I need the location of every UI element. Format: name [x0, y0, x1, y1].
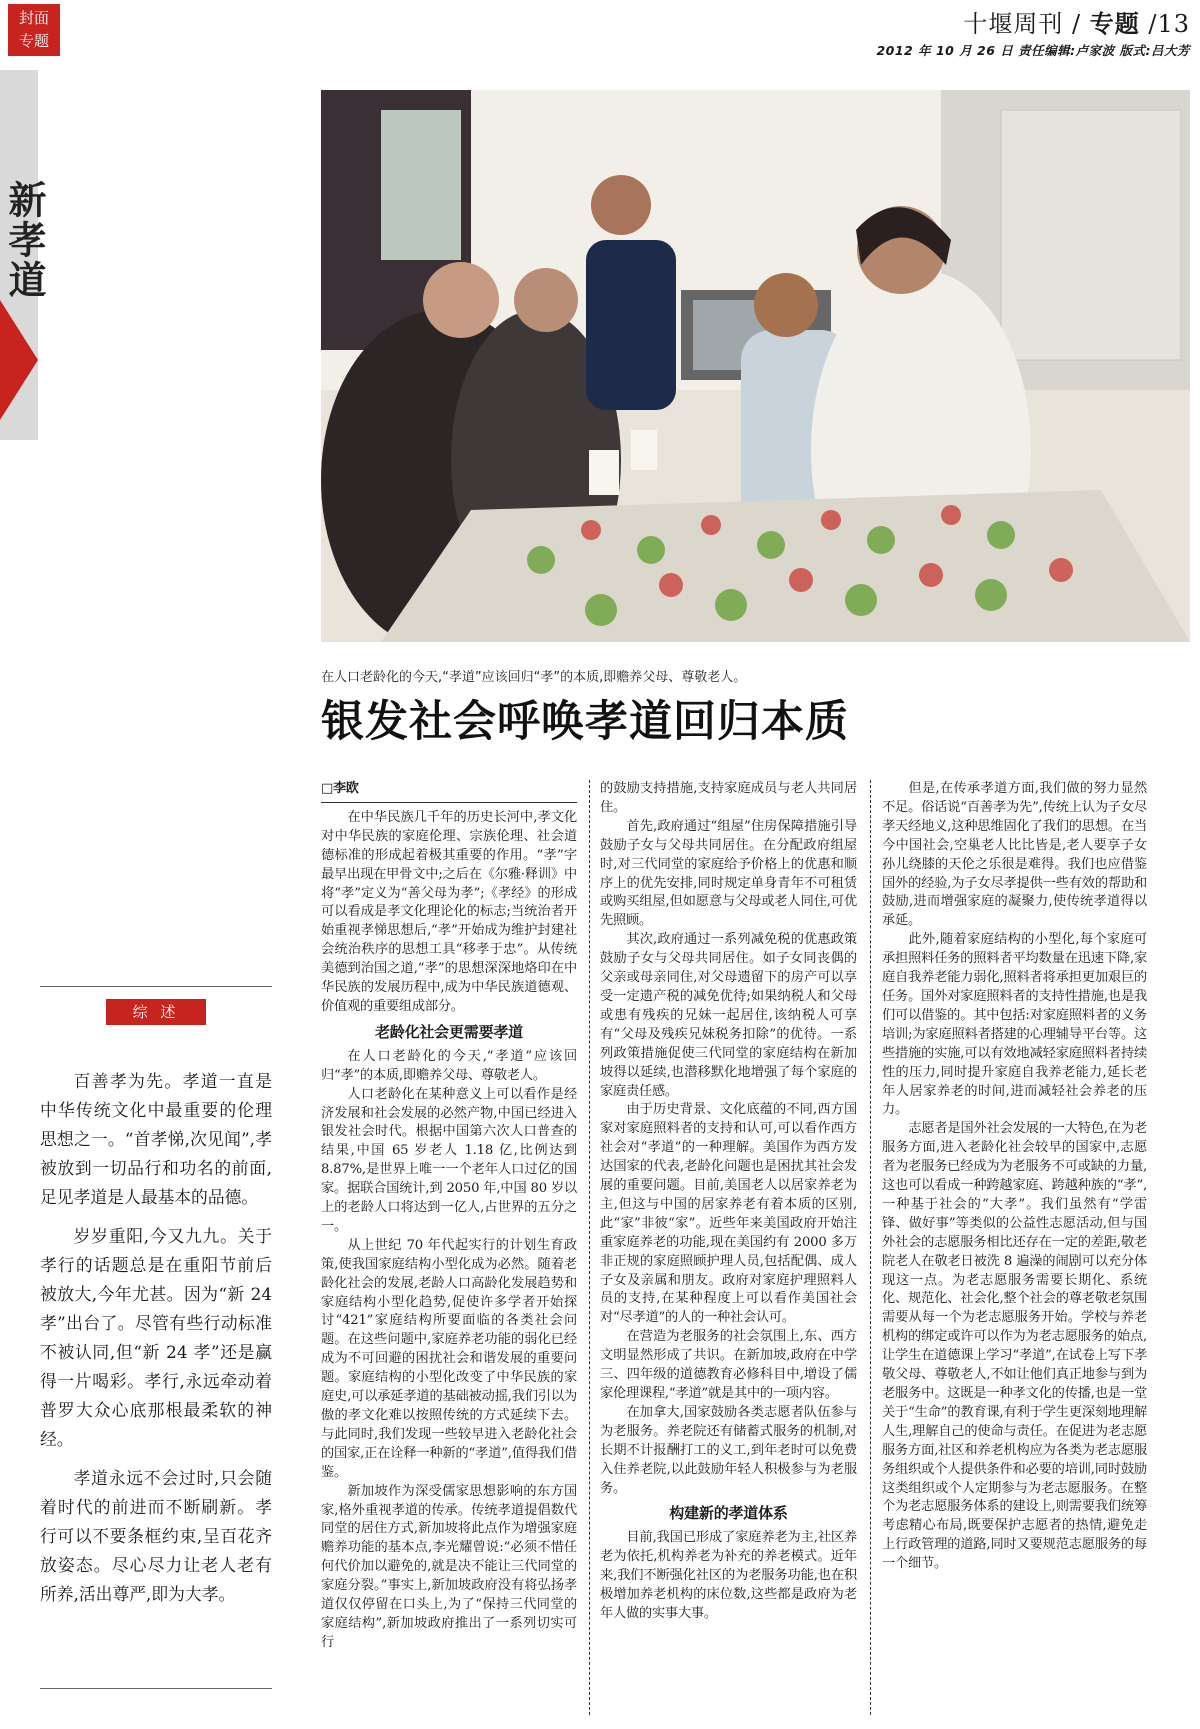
column-divider	[870, 780, 871, 1715]
masthead-title	[876, 4, 1190, 39]
article-paragraph: 但是,在传承孝道方面,我们做的努力显然不足。俗话说“百善孝为先”,传统上认为子女尽孝天经地义,这种思维固化了我们的思想。在当今中国社会,空巢老人比比皆是,老人要享子女孙儿绕膝的天伦之乐很是难得。我们也应借鉴国外的经验,为子女尽孝提供一些有效的帮助和鼓励,进而增强家庭的凝聚力,使传统孝道得以承延。	[882, 781, 1147, 929]
section-badge	[8, 4, 60, 56]
badge-line-1: 封面	[18, 9, 49, 27]
sidebar-tag: 综 述	[106, 999, 206, 1025]
sidebar-bottom-rule	[40, 1688, 272, 1689]
sidebar-paragraph: 岁岁重阳,今又九九。关于孝行的话题总是在重阳节前后被放大,今年尤甚。因为“新 24 孝”出台了。尽管有些行动标准不被认同,但“新 24 孝”还是赢得一片喝彩。孝行,永远牵动着普罗大众心底那根最柔软的神经。	[40, 1226, 272, 1449]
side-decoration-red-triangle	[0, 300, 38, 420]
subheading: 构建新的孝道体系	[669, 1504, 788, 1523]
badge-line-2: 专题	[18, 32, 49, 50]
article-paragraph: 由于历史背景、文化底蕴的不同,西方国家对家庭照料者的支持和认可,可以看作西方社会对“孝道”的一种理解。美国作为西方发达国家的代表,老龄化问题也是困扰其社会发展的重要问题。目前,美国老人以居家养老为主,但这与中国的居家养老有着本质的区别,此“家”非彼“家”。近些年来美国政府开始注重家庭养老的功能,现在美国约有 2000 多万非正规的家庭照顾护理人员,包括配偶、成人子女及亲属和朋友。政府对家庭护理照料人员的支持,在某种程度上可以看作美国社会对“尽孝道”的人的一种社会认可。	[600, 1102, 857, 1326]
separator: /	[1139, 10, 1158, 38]
article-paragraph: 在人口老龄化的今天,“孝道”应该回归“孝”的本质,即赡养父母、尊敬老人。	[321, 1048, 577, 1083]
article-photo	[321, 90, 1190, 642]
article-column-1	[321, 780, 577, 1653]
column-divider	[589, 780, 590, 1715]
sidebar-paragraph: 孝道永远不会过时,只会随着时代的前进而不断刷新。孝行可以不要条框约束,呈百花齐放姿态。尽心尽力让老人老有所养,活出尊严,即为大孝。	[40, 1468, 272, 1604]
masthead	[876, 4, 1190, 59]
article-paragraph: 在加拿大,国家鼓励各类志愿者队伍参与为老服务。养老院还有储蓄式服务的机制,对长期不计报酬打工的义工,到年老时可以免费入住养老院,以此鼓励年轻人积极参与为老服务。	[600, 1404, 857, 1496]
separator: /	[1063, 10, 1090, 38]
article-paragraph: 的鼓励支持措施,支持家庭成员与老人共同居住。	[600, 781, 857, 815]
sidebar-paragraph: 百善孝为先。孝道一直是中华传统文化中最重要的伦理思想之一。“首孝悌,次见闻”,孝被放到一切品行和功名的前面,足见孝道是人最基本的品德。	[40, 1071, 272, 1207]
page-number: 13	[1157, 10, 1190, 38]
paper-name: 十堰周刊	[963, 10, 1064, 38]
summary-sidebar	[40, 986, 272, 1619]
headline: 银发社会呼唤孝道回归本质	[321, 697, 849, 747]
column-title: 新孝道	[2, 180, 47, 300]
article-paragraph: 在营造为老服务的社会氛围上,东、西方文明显然形成了共识。在新加坡,政府在中学三、四年级的道德教育必修科目中,增设了儒家伦理课程,“孝道”就是其中的一项内容。	[600, 1329, 857, 1401]
article-column-2	[600, 780, 857, 1624]
article-paragraph: 人口老龄化在某种意义上可以看作是经济发展和社会发展的必然产物,中国已经进入银发社会时代。根据中国第六次人口普查的结果,中国 65 岁老人 1.18 亿,比例达到 8.87%,是世界上唯一一个老年人口过亿的国家。据联合国统计,到 2050 年,中国 80 岁以上的老龄人口将达到一亿人,占世界的五分之一。	[321, 1086, 577, 1234]
article-paragraph: 新加坡作为深受儒家思想影响的东方国家,格外重视孝道的传承。传统孝道提倡数代同堂的居住方式,新加坡将此点作为增强家庭赡养功能的基本点,李光耀曾说:“必须不惜任何代价加以避免的,就是决不能让三代同堂的家庭分裂。”事实上,新加坡政府没有将弘扬孝道仅仅停留在口头上,为了“保持三代同堂的家庭结构”,新加坡政府推出了一系列切实可行	[321, 1483, 577, 1650]
article-column-3	[882, 780, 1147, 1574]
photo-caption: 在人口老龄化的今天,“孝道”应该回归“孝”的本质,即赡养父母、尊敬老人。	[321, 670, 747, 685]
article-paragraph: 此外,随着家庭结构的小型化,每个家庭可承担照料任务的照料者平均数量在迅速下降,家庭自我养老能力弱化,照料者将承担更加艰巨的任务。国外对家庭照料者的支持性措施,也是我们可以借鉴的。其中包括:对家庭照料者的义务培训;为家庭照料者搭建的心理辅导平台等。这些措施的实施,可以有效地减轻家庭照料者持续性的压力,同时提升家庭自我养老能力,延长老年人居家养老的时间,进而减轻社会养老的压力。	[882, 932, 1147, 1118]
sidebar-body	[40, 1067, 272, 1609]
byline: □李欧	[321, 780, 577, 803]
article-paragraph: 其次,政府通过一系列减免税的优惠政策鼓励子女与父母共同居住。如子女同丧偶的父亲或母亲同住,对父母遗留下的房产可以享受一定遗产税的减免优待;如果纳税人和父母或患有残疾的兄妹一起居住,该纳税人可享有“父母及残疾兄妹税务扣除”的优待。一系列政策措施促使三代同堂的家庭结构在新加坡得以延续,也潜移默化地增强了每个家庭的家庭责任感。	[600, 932, 857, 1099]
article-paragraph: 在中华民族几千年的历史长河中,孝文化对中华民族的家庭伦理、宗族伦理、社会道德标准的形成起着极其重要的作用。“孝”字最早出现在甲骨文中;之后在《尔雅·释训》中将“孝”定义为“善父母为孝”;《孝经》的形成可以看成是孝文化理论化的标志;当统治者开始重视孝悌思想后,“孝”开始成为维护封建社会统治秩序的思想工具“移孝于忠”。从传统美德到治国之道,“孝”的思想深深地烙印在中华民族的发展历程中,成为中华民族道德观、价值观的重要组成部分。	[321, 809, 577, 1014]
article-paragraph: 从上世纪 70 年代起实行的计划生育政策,使我国家庭结构小型化成为必然。随着老龄化社会的发展,老龄人口高龄化发展趋势和家庭结构小型化趋势,促使许多学者开始探讨“421”家庭结构所要面临的各类社会问题。在这些问题中,家庭养老功能的弱化已经成为不可回避的困扰社会和谐发展的重要问题。家庭结构的小型化改变了中华民族的家庭史,可以承延孝道的基础被动摇,我们引以为傲的孝文化难以按照传统的方式延续下去。与此同时,我们发现一些较早进入老龄化社会的国家,正在诠释一种新的“孝道”,值得我们借鉴。	[321, 1237, 577, 1480]
family-playing-cards-illustration	[321, 90, 1190, 642]
dateline: 2012 年 10 月 26 日 责任编辑:卢家波 版式:吕大芳	[876, 43, 1190, 58]
subheading: 老龄化社会更需要孝道	[374, 1022, 523, 1041]
sidebar-top-rule	[40, 986, 272, 987]
section-name: 专题	[1089, 10, 1140, 38]
article-paragraph: 志愿者是国外社会发展的一大特色,在为老服务方面,进入老龄化社会较早的国家中,志愿者为老服务已经成为为老服务不可或缺的力量,这也可以看成一种跨越家庭、跨越种族的“孝”,一种基于社会的“大孝”。我们虽然有“学雷锋、做好事”等类似的公益性志愿活动,但与国外社会的志愿服务相比还存在一定的差距,敬老院老人在敬老日被洗 8 遍澡的闹剧可以充分体现这一点。为老志愿服务需要长期化、系统化、规范化、社会化,整个社会的尊老敬老氛围需要从每一个为老志愿服务开始。学校与养老机构的绑定或许可以作为为老志愿服务的始点,让学生在道德课上学习“孝道”,在试卷上写下孝敬父母、尊敬老人,不如让他们真正地参与到为老服务中。这既是一种孝文化的传播,也是一堂关于“生命”的教育课,有利于学生更深刻地理解人生,理解自己的使命与责任。在促进为老志愿服务方面,社区和养老机构应为各类为老志愿服务组织或个人提供条件和必要的培训,同时鼓励这类组织或个人定期参与为老志愿服务。在整个为老志愿服务体系的建设上,则需要我们统筹考虑精心布局,既要保护志愿者的热情,避免走上行政管理的道路,同时又要规范志愿服务的每一个细节。	[882, 1121, 1147, 1572]
article-paragraph: 目前,我国已形成了家庭养老为主,社区养老为依托,机构养老为补充的养老模式。近年来,我们不断强化社区的为老服务功能,也在积极增加养老机构的床位数,这些都是政府为老年人做的实事大事。	[600, 1530, 857, 1621]
article-paragraph: 首先,政府通过“组屋”住房保障措施引导鼓励子女与父母共同居住。在分配政府组屋时,对三代同堂的家庭给予价格上的优惠和顺序上的优先安排,同时规定单身青年不可租赁或购买组屋,但如愿意与父母或老人同住,可优先照顾。	[600, 818, 857, 929]
